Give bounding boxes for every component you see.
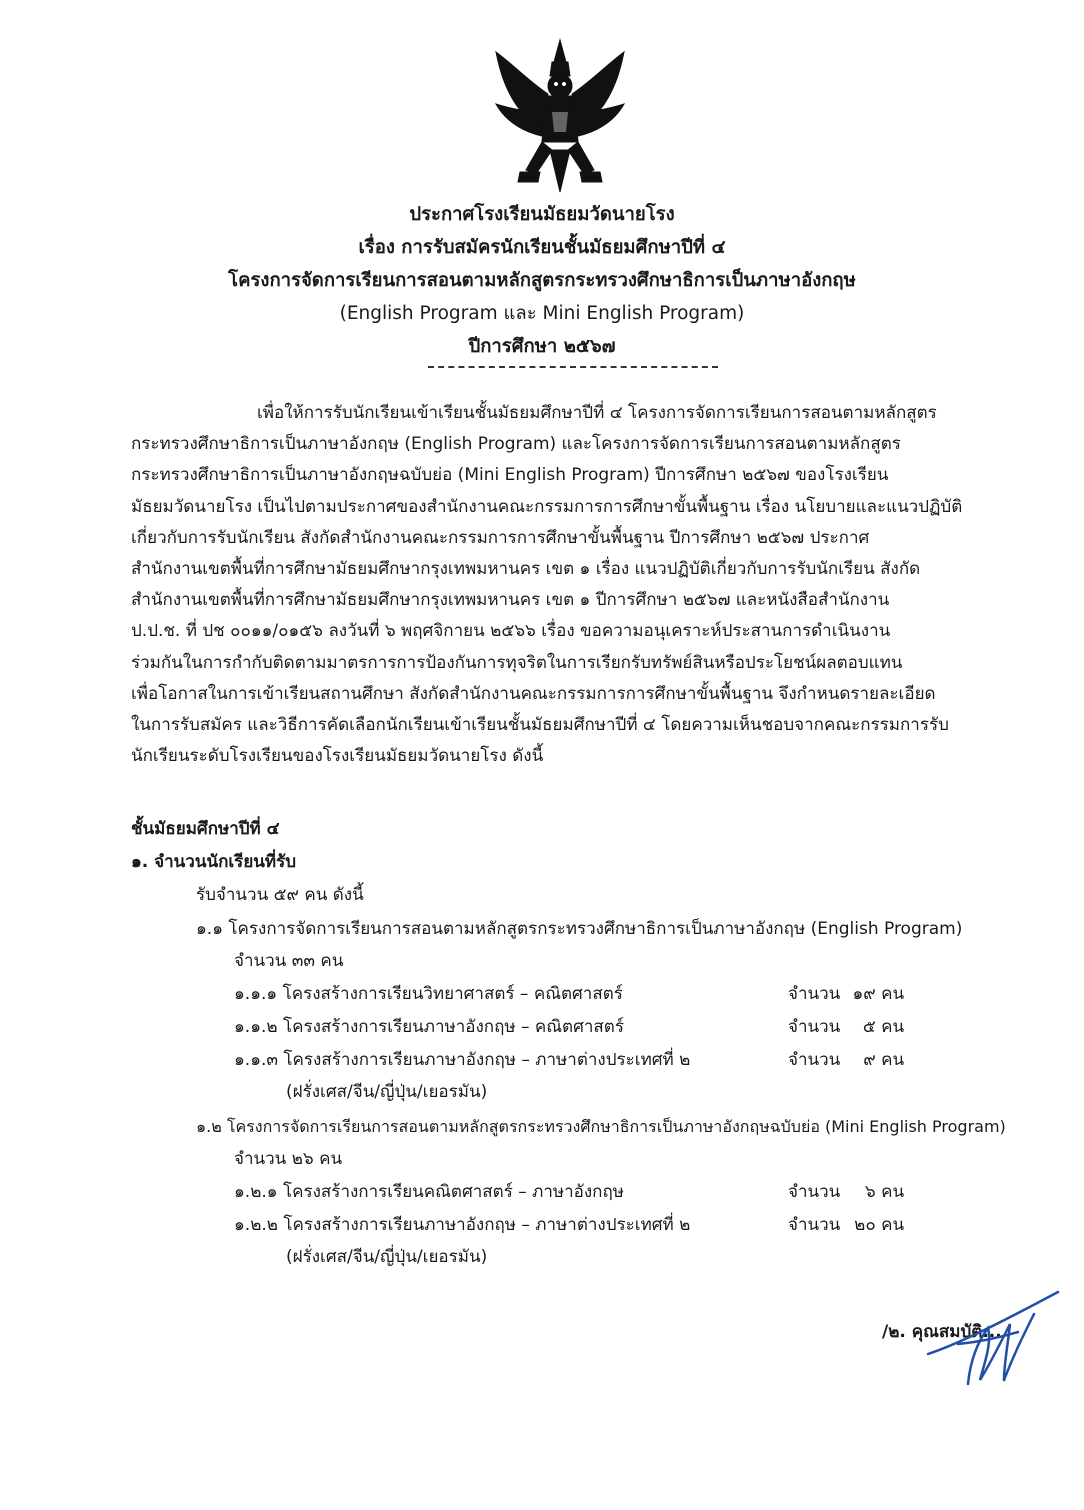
intro-line: ป.ป.ช. ที่ ปช ๐๐๑๑/๐๑๕๖ ลงวันที่ ๖ พฤศจิกายน ๒๕๖๖ เรื่อง ขอความอนุเคราะห์ประสานการดำเนินงาน: [131, 621, 891, 642]
ep-title: ๑.๑ โครงการจัดการเรียนการสอนตามหลักสูตรกระทรวงศึกษาธิการเป็นภาษาอังกฤษ (English Program): [196, 919, 963, 939]
dashed-divider: [428, 366, 718, 368]
intro-line: สำนักงานเขตพื้นที่การศึกษามัธยมศึกษากรุงเทพมหานคร เขต ๑ ปีการศึกษา ๒๕๖๗ และหนังสือสำนักงาน: [131, 590, 890, 611]
intro-line: กระทรวงศึกษาธิการเป็นภาษาอังกฤษ (English Program) และโครงการจัดการเรียนการสอนตามหลักสูตร: [131, 434, 901, 455]
continuation-marker: /๒. คุณสมบัติ...: [882, 1322, 1002, 1342]
intro-line: นักเรียนระดับโรงเรียนของโรงเรียนมัธยมวัดนายโรง ดังนี้: [131, 746, 544, 767]
mep-count: จำนวน ๒๖ คน: [234, 1149, 343, 1169]
announcement-subject: เรื่อง การรับสมัครนักเรียนชั้นมัธยมศึกษาปีที่ ๔: [358, 237, 726, 258]
ep-count: จำนวน ๓๓ คน: [234, 951, 344, 971]
mep-sub-2: ๑.๒.๒ โครงสร้างการเรียนภาษาอังกฤษ – ภาษาต่างประเทศที่ ๒: [234, 1215, 691, 1235]
intro-line: สำนักงานเขตพื้นที่การศึกษามัธยมศึกษากรุงเทพมหานคร เขต ๑ เรื่อง แนวปฏิบัติเกี่ยวกับการรับนักเรียน สังกัด: [131, 559, 921, 580]
mep-sub-2-note: (ฝรั่งเศส/จีน/ญี่ปุ่น/เยอรมัน): [286, 1247, 488, 1267]
handwritten-signature-icon: [918, 1284, 1068, 1404]
intro-line: กระทรวงศึกษาธิการเป็นภาษาอังกฤษฉบับย่อ (Mini English Program) ปีการศึกษา ๒๕๖๗ ของโรงเรียน: [131, 465, 889, 486]
total-count: รับจำนวน ๕๙ คน ดังนี้: [196, 885, 364, 905]
grade-heading: ชั้นมัธยมศึกษาปีที่ ๔: [131, 819, 280, 839]
mep-title: ๑.๒ โครงการจัดการเรียนการสอนตามหลักสูตรกระทรวงศึกษาธิการเป็นภาษาอังกฤษฉบับย่อ (Mini English Program): [196, 1117, 1006, 1136]
ep-sub-3-note: (ฝรั่งเศส/จีน/ญี่ปุ่น/เยอรมัน): [286, 1082, 488, 1102]
intro-line: เพื่อโอกาสในการเข้าเรียนสถานศึกษา สังกัดสำนักงานคณะกรรมการการศึกษาขั้นพื้นฐาน จึงกำหนดรายละเอียด: [131, 683, 936, 704]
mep-sub-2-count: จำนวน ๒๐ คน: [788, 1215, 905, 1235]
intro-line: เกี่ยวกับการรับนักเรียน สังกัดสำนักงานคณะกรรมการการศึกษาขั้นพื้นฐาน ปีการศึกษา ๒๕๖๗ ประกาศ: [131, 527, 870, 548]
ep-sub-2-count: จำนวน ๕ คน: [788, 1017, 905, 1037]
intro-line: ในการรับสมัคร และวิธีการคัดเลือกนักเรียนเข้าเรียนชั้นมัธยมศึกษาปีที่ ๔ โดยความเห็นชอบจากคณะกรรมการรับ: [131, 715, 949, 736]
garuda-emblem-icon: [490, 32, 630, 202]
program-title: โครงการจัดการเรียนการสอนตามหลักสูตรกระทรวงศึกษาธิการเป็นภาษาอังกฤษ: [228, 270, 856, 291]
program-english-title: (English Program และ Mini English Program): [339, 303, 745, 324]
intro-line: มัธยมวัดนายโรง เป็นไปตามประกาศของสำนักงานคณะกรรมการการศึกษาขั้นพื้นฐาน เรื่อง นโยบายและแนวปฏิบัติ: [131, 496, 963, 517]
academic-year: ปีการศึกษา ๒๕๖๗: [468, 336, 616, 357]
intro-line: เพื่อให้การรับนักเรียนเข้าเรียนชั้นมัธยมศึกษาปีที่ ๔ โครงการจัดการเรียนการสอนตามหลักสูตร: [257, 403, 937, 423]
announcement-title: ประกาศโรงเรียนมัธยมวัดนายโรง: [409, 204, 675, 225]
ep-sub-2: ๑.๑.๒ โครงสร้างการเรียนภาษาอังกฤษ – คณิตศาสตร์: [234, 1017, 624, 1037]
mep-sub-1: ๑.๒.๑ โครงสร้างการเรียนคณิตศาสตร์ – ภาษาอังกฤษ: [234, 1182, 624, 1202]
ep-sub-1-count: จำนวน ๑๙ คน: [788, 984, 905, 1004]
ep-sub-3-count: จำนวน ๙ คน: [788, 1050, 905, 1070]
item-1-heading: ๑. จำนวนนักเรียนที่รับ: [131, 852, 297, 872]
intro-line: ร่วมกันในการกำกับติดตามมาตรการการป้องกันการทุจริตในการเรียกรับทรัพย์สินหรือประโยชน์ผลตอบแทน: [131, 652, 903, 673]
intro-paragraph: [131, 398, 1011, 772]
ep-sub-3: ๑.๑.๓ โครงสร้างการเรียนภาษาอังกฤษ – ภาษาต่างประเทศที่ ๒: [234, 1050, 691, 1070]
mep-sub-1-count: จำนวน ๖ คน: [788, 1182, 905, 1202]
ep-sub-1: ๑.๑.๑ โครงสร้างการเรียนวิทยาศาสตร์ – คณิตศาสตร์: [234, 984, 623, 1004]
